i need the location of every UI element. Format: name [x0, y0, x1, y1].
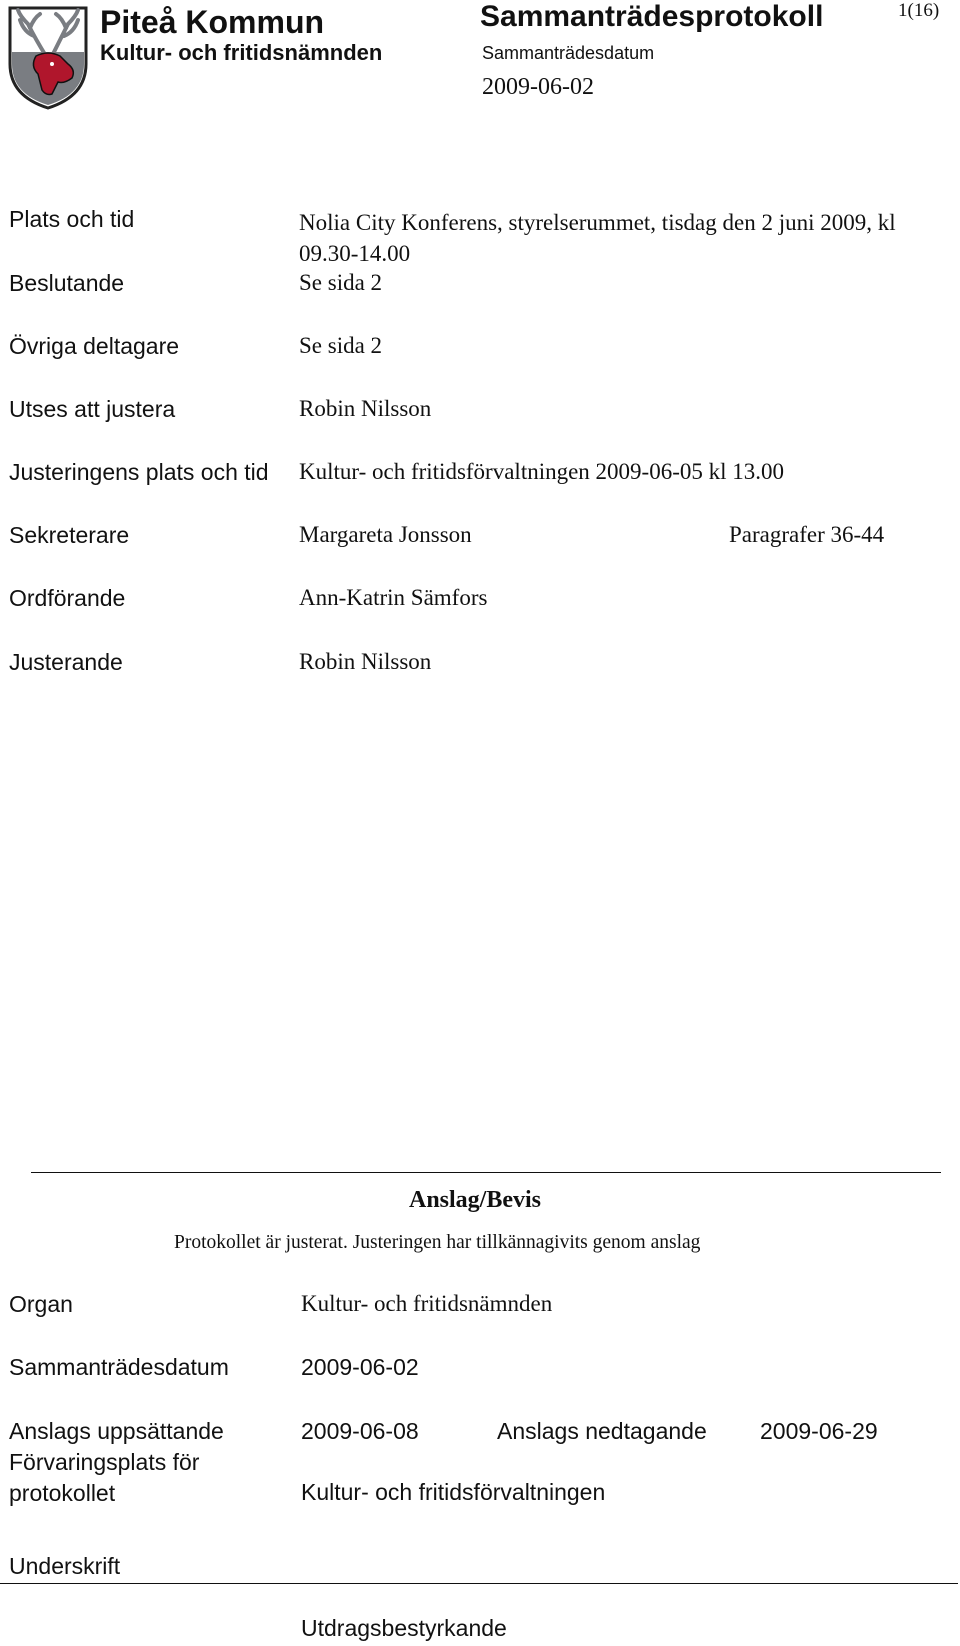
paragraphs: Paragrafer 36-44: [729, 522, 885, 547]
storage-value: Kultur- och fritidsförvaltningen: [301, 1479, 606, 1505]
adjust-place-value: Kultur- och fritidsförvaltningen 2009-06-05 kl 13.00: [299, 459, 785, 484]
organ-value: Kultur- och fritidsnämnden: [301, 1291, 553, 1316]
pitea-coat-of-arms-logo: [6, 4, 90, 112]
anslag-divider: [31, 1172, 941, 1173]
doc-title: Sammanträdesprotokoll: [480, 0, 824, 33]
page-number: 1(16): [898, 0, 940, 21]
doc-date-label: Sammanträdesdatum: [482, 43, 655, 63]
chair-name: Ann-Katrin Sämfors: [299, 585, 488, 610]
organ-label: Organ: [9, 1291, 73, 1317]
others-label: Övriga deltagare: [9, 333, 180, 359]
place-label: Plats och tid: [9, 206, 135, 232]
secretary-name: Margareta Jonsson: [299, 522, 472, 547]
place-value: Nolia City Konferens, styrelserummet, tisdag den 2 juni 2009, kl 09.30-14.00: [299, 210, 896, 266]
org-name: Piteå Kommun: [100, 4, 325, 40]
reindeer-eye-mark: [50, 62, 54, 66]
removed-label: Anslags nedtagande: [497, 1418, 707, 1444]
decision-label: Beslutande: [9, 270, 125, 296]
posted-label: Anslags uppsättande: [9, 1418, 224, 1444]
adjusting-name: Robin Nilsson: [299, 649, 432, 674]
meeting-date-value: 2009-06-02: [301, 1354, 419, 1380]
org-department: Kultur- och fritidsnämnden: [100, 40, 383, 65]
posted-value: 2009-06-08: [301, 1418, 419, 1444]
decision-value: Se sida 2: [299, 270, 383, 295]
anslag-title: Anslag/Bevis: [408, 1187, 542, 1213]
adjust-place-label: Justeringens plats och tid: [9, 459, 269, 485]
doc-date: 2009-06-02: [482, 74, 594, 100]
certified-label: Utdragsbestyrkande: [301, 1615, 507, 1641]
others-value: Se sida 2: [299, 333, 383, 358]
chair-label: Ordförande: [9, 585, 126, 611]
anslag-text: Protokollet är justerat. Justeringen har tillkännagivits genom anslag: [174, 1232, 701, 1253]
removed-value: 2009-06-29: [760, 1418, 878, 1444]
signature-label: Underskrift: [9, 1553, 121, 1579]
meeting-date-label: Sammanträdesdatum: [9, 1354, 229, 1380]
storage-label: Förvaringsplats för protokollet: [9, 1449, 200, 1506]
adjusting-label: Justerande: [9, 649, 123, 675]
signature-line: [0, 1583, 958, 1584]
adjuster-label: Utses att justera: [9, 396, 176, 422]
secretary-label: Sekreterare: [9, 522, 130, 548]
adjuster-value: Robin Nilsson: [299, 396, 432, 421]
